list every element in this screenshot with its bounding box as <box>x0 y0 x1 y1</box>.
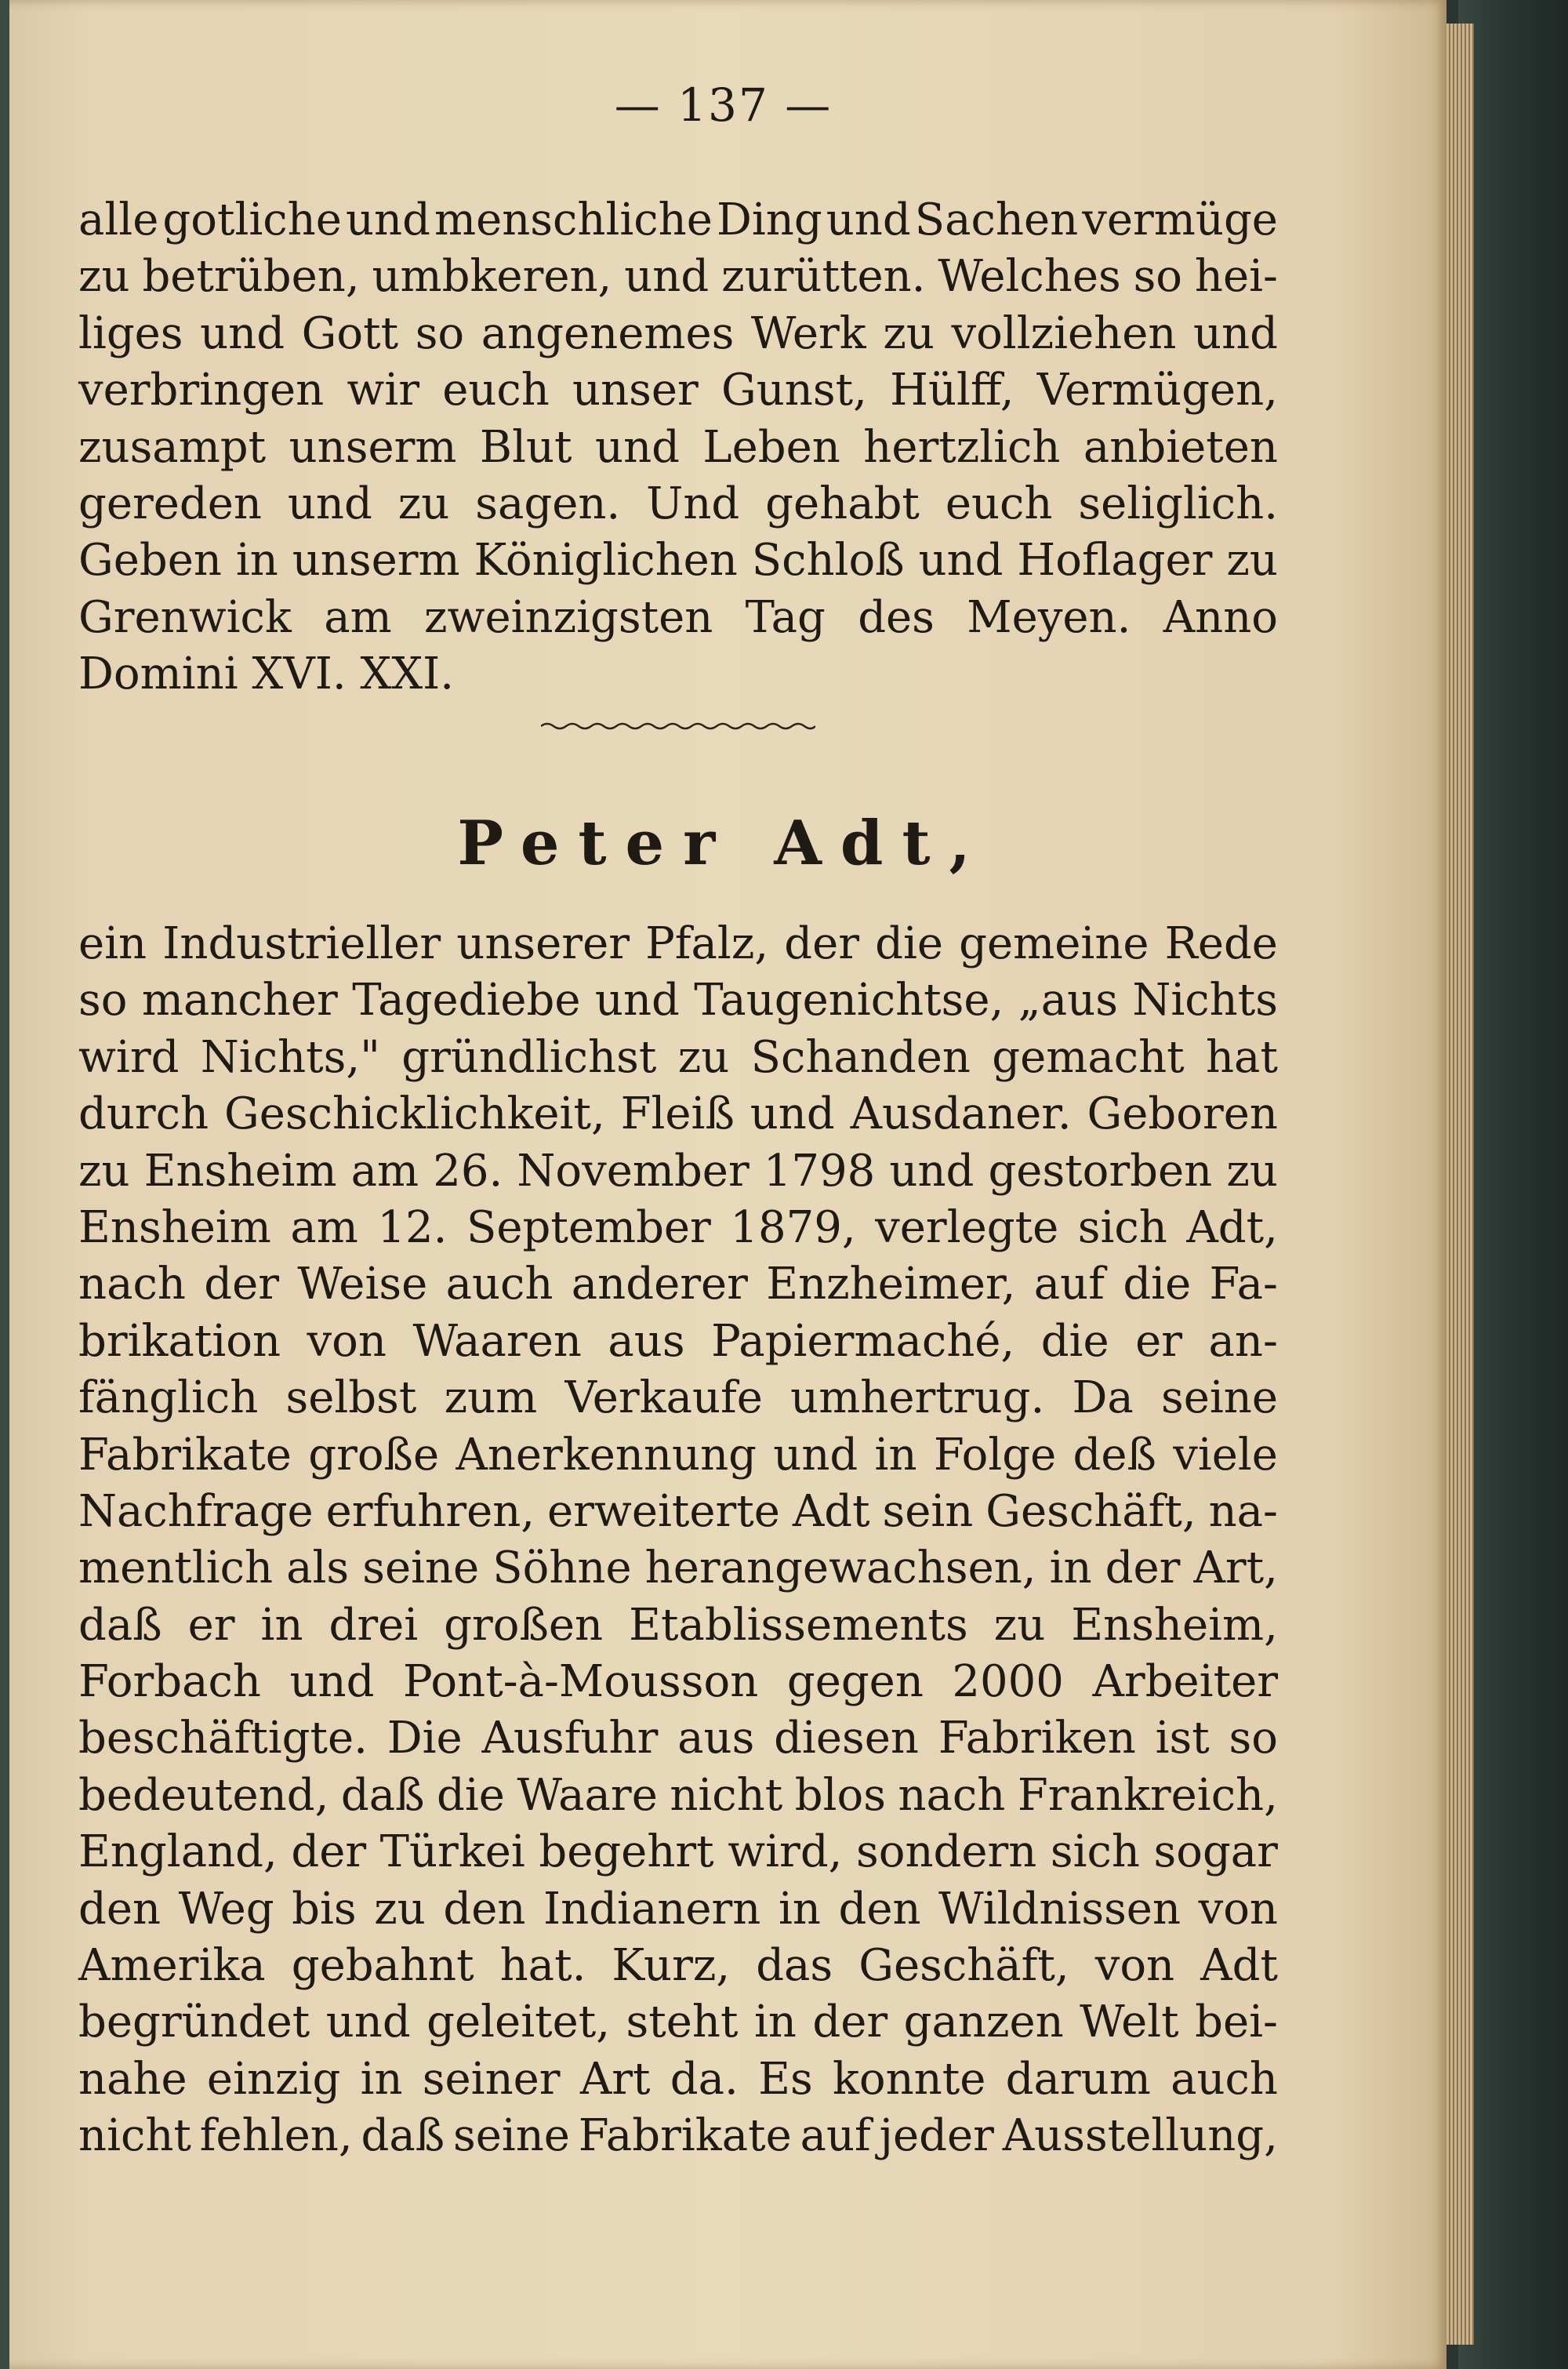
text-line: Nachfrage erfuhren, erweiterte Adt sein Geschäft, na- <box>78 1485 1278 1537</box>
text-line: nahe einzig in seiner Art da. Es konnte darum auch <box>78 2053 1278 2105</box>
binding-edge <box>0 0 9 2369</box>
wavy-divider <box>541 720 815 732</box>
text-line: mentlich als seine Söhne herangewachsen, in der Art, <box>78 1542 1278 1594</box>
text-line: begründet und geleitet, steht in der ganzen Welt bei- <box>78 1997 1278 2048</box>
text-line: Amerika gebahnt hat. Kurz, das Geschäft, von Adt <box>78 1940 1278 1992</box>
text-line: Ensheim am 12. September 1879, verlegte sich Adt, <box>78 1201 1278 1253</box>
section-heading: Peter Adt, <box>457 808 989 879</box>
text-line: zu Ensheim am 26. November 1798 und gestorben zu <box>78 1145 1278 1197</box>
text-line: nicht fehlen, daß seine Fabrikate auf jeder Ausstellung, <box>78 2110 1278 2162</box>
text-line: durch Geschicklichkeit, Fleiß und Ausdaner. Geboren <box>78 1088 1278 1140</box>
text-line: fänglich selbst zum Verkaufe umhertrug. Da seine <box>78 1372 1278 1424</box>
text-line: daß er in drei großen Etablissements zu Ensheim, <box>78 1599 1278 1651</box>
text-line: zusampt unserm Blut und Leben hertzlich anbieten <box>78 421 1278 473</box>
text-line: wird Nichts," gründlichst zu Schanden gemacht hat <box>78 1031 1278 1083</box>
text-line: beschäftigte. Die Ausfuhr aus diesen Fabriken ist so <box>78 1713 1278 1764</box>
book-cover <box>1458 0 1568 2369</box>
text-line: liges und Gott so angenemes Werk zu vollziehen und <box>78 307 1278 359</box>
text-line: Fabrikate große Anerkennung und in Folge deß viele <box>78 1429 1278 1481</box>
letter-text <box>78 192 1278 703</box>
page-edges <box>1443 24 1474 2345</box>
text-line: nach der Weise auch anderer Enzheimer, auf die Fa- <box>78 1259 1278 1310</box>
text-line: gereden und zu sagen. Und gehabt euch seliglich. <box>78 478 1278 529</box>
biography-text <box>78 916 1278 2165</box>
text-line: alle gotliche und menschliche Ding und Sachen vermüge <box>78 194 1278 245</box>
text-line: verbringen wir euch unser Gunst, Hülff, Vermügen, <box>78 365 1278 416</box>
text-line: ein Industrieller unserer Pfalz, der die gemeine Rede <box>78 918 1278 969</box>
text-line: England, der Türkei begehrt wird, sondern sich sogar <box>78 1826 1278 1878</box>
page-number: — 137 — <box>614 78 833 132</box>
text-line: bedeutend, daß die Waare nicht blos nach Frankreich, <box>78 1769 1278 1821</box>
text-line: Domini XVI. XXI. <box>78 649 455 700</box>
text-line: Grenwick am zweinzigsten Tag des Meyen. Anno <box>78 591 1278 643</box>
text-line: den Weg bis zu den Indianern in den Wildnissen von <box>78 1883 1278 1935</box>
text-line: so mancher Tagediebe und Taugenichtse, „aus Nichts <box>78 975 1278 1026</box>
text-line: Forbach und Pont-à-Mousson gegen 2000 Arbeiter <box>78 1656 1278 1708</box>
text-line: brikation von Waaren aus Papiermaché, die er an- <box>78 1315 1278 1367</box>
text-line: zu betrüben, umbkeren, und zurütten. Welches so hei- <box>78 251 1278 303</box>
text-line: Geben in unserm Königlichen Schloß und Hoflager zu <box>78 535 1278 587</box>
